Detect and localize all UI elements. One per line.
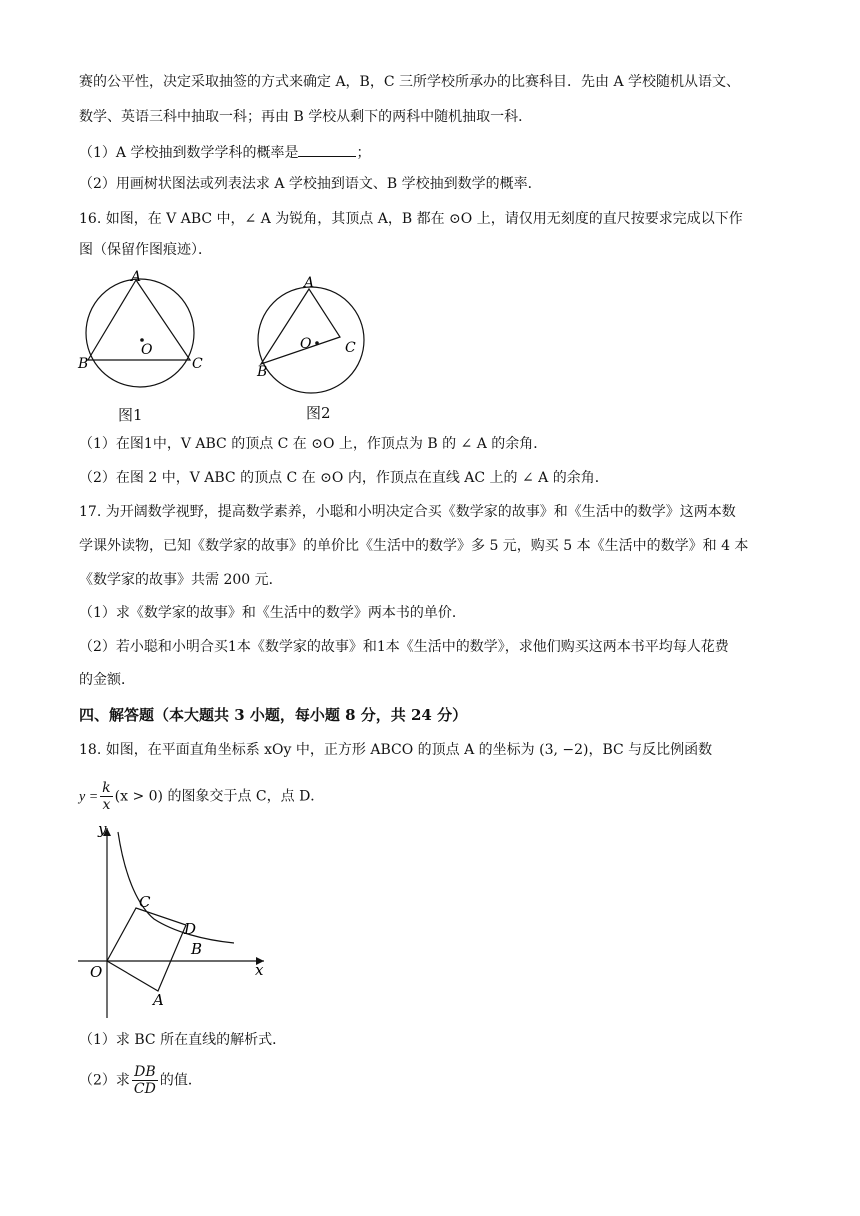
q16-line-1: 16. 如图，在 V ABC 中，∠ A 为锐角，其顶点 A，B 都在 ⊙O 上，请仅用无刻度的直尺按要求完成以下作 bbox=[79, 211, 743, 227]
q15-part-1-end: ； bbox=[356, 145, 371, 161]
label-x: x bbox=[255, 961, 264, 979]
q15-line-1: 赛的公平性，决定采取抽签的方式来确定 A，B，C 三所学校所承办的比赛科目．先由 A 学校随机从语文、 bbox=[79, 74, 741, 90]
fraction-numerator: k bbox=[102, 780, 111, 796]
q16-part-2: （2）在图 2 中，V ABC 的顶点 C 在 ⊙O 内，作顶点在直线 AC 上的 ∠ A 的余角． bbox=[79, 470, 609, 486]
q16-part-1: （1）在图1中，V ABC 的顶点 C 在 ⊙O 上，作顶点为 B 的 ∠ A 的余角． bbox=[79, 436, 548, 452]
q18-part-2-text: （2）求 bbox=[79, 1072, 130, 1089]
q15-line-2: 数学、英语三科中抽取一科；再由 B 学校从剩下的两科中随机抽取一科． bbox=[79, 109, 533, 125]
fraction-denominator: x bbox=[102, 797, 111, 813]
label-b: B bbox=[191, 940, 203, 958]
label-o: O bbox=[90, 963, 103, 981]
q18-part-1: （1）求 BC 所在直线的解析式． bbox=[79, 1032, 287, 1048]
fraction-k-over-x bbox=[100, 780, 112, 813]
q15-part-2: （2）用画树状图法或列表法求 A 学校抽到语文、B 学校抽到数学的概率． bbox=[79, 176, 542, 192]
fraction-denominator: CD bbox=[133, 1081, 156, 1097]
formula-y: y = bbox=[79, 789, 99, 805]
figure-2-diagram bbox=[253, 270, 378, 395]
q17-line-3: 《数学家的故事》共需 200 元． bbox=[79, 572, 283, 588]
q17-part-2-cont: 的金额． bbox=[79, 672, 135, 688]
circle-o bbox=[86, 279, 194, 387]
label-o: O bbox=[141, 342, 153, 358]
figure-2-caption: 图2 bbox=[306, 404, 331, 422]
answer-blank bbox=[298, 144, 356, 157]
label-o: O bbox=[300, 336, 312, 352]
center-point bbox=[315, 341, 319, 345]
fraction-db-over-cd bbox=[132, 1064, 158, 1097]
triangle-abc bbox=[261, 289, 340, 364]
q17-line-2: 学课外读物，已知《数学家的故事》的单价比《生活中的数学》多 5 元，购买 5 本《生活中的数学》和 4 本 bbox=[79, 538, 749, 554]
q18-line-1: 18. 如图，在平面直角坐标系 xOy 中，正方形 ABCO 的顶点 A 的坐标为 (3, −2)，BC 与反比例函数 bbox=[79, 742, 713, 758]
label-a: A bbox=[304, 275, 315, 291]
coordinate-diagram bbox=[74, 822, 274, 1022]
square-abco bbox=[107, 908, 186, 991]
q18-part-2 bbox=[79, 1064, 202, 1097]
q15-part-1-text: （1）A 学校抽到数学学科的概率是 bbox=[79, 145, 299, 161]
q17-part-2: （2）若小聪和小明合买1本《数学家的故事》和1本《生活中的数学》，求他们购买这两本书平均每人花费 bbox=[79, 639, 729, 655]
section-heading: 四、解答题（本大题共 3 小题，每小题 8 分，共 24 分） bbox=[79, 706, 468, 724]
label-y: y bbox=[98, 822, 107, 838]
hyperbola-curve bbox=[118, 832, 234, 943]
label-d: D bbox=[184, 920, 197, 938]
label-c: C bbox=[192, 356, 203, 372]
label-a: A bbox=[153, 991, 164, 1009]
q17-part-1: （1）求《数学家的故事》和《生活中的数学》两本书的单价． bbox=[79, 605, 466, 621]
label-b: B bbox=[78, 356, 89, 372]
q17-line-1: 17. 为开阔数学视野，提高数学素养，小聪和小明决定合买《数学家的故事》和《生活中的数学》这两本数 bbox=[79, 504, 736, 520]
label-c: C bbox=[139, 893, 151, 911]
label-a: A bbox=[131, 270, 142, 285]
figure-1-caption: 图1 bbox=[118, 406, 143, 424]
q15-part-1 bbox=[79, 143, 370, 163]
label-b: B bbox=[257, 364, 268, 380]
fraction-numerator: DB bbox=[132, 1064, 158, 1081]
q18-line-2 bbox=[79, 780, 324, 813]
label-c: C bbox=[345, 340, 356, 356]
q16-line-2: 图（保留作图痕迹）． bbox=[79, 242, 212, 258]
figure-1-diagram bbox=[74, 270, 224, 395]
q18-part-2-end: 的值． bbox=[159, 1072, 202, 1089]
q18-line-2-rest: (x > 0) 的图象交于点 C，点 D． bbox=[114, 788, 325, 805]
